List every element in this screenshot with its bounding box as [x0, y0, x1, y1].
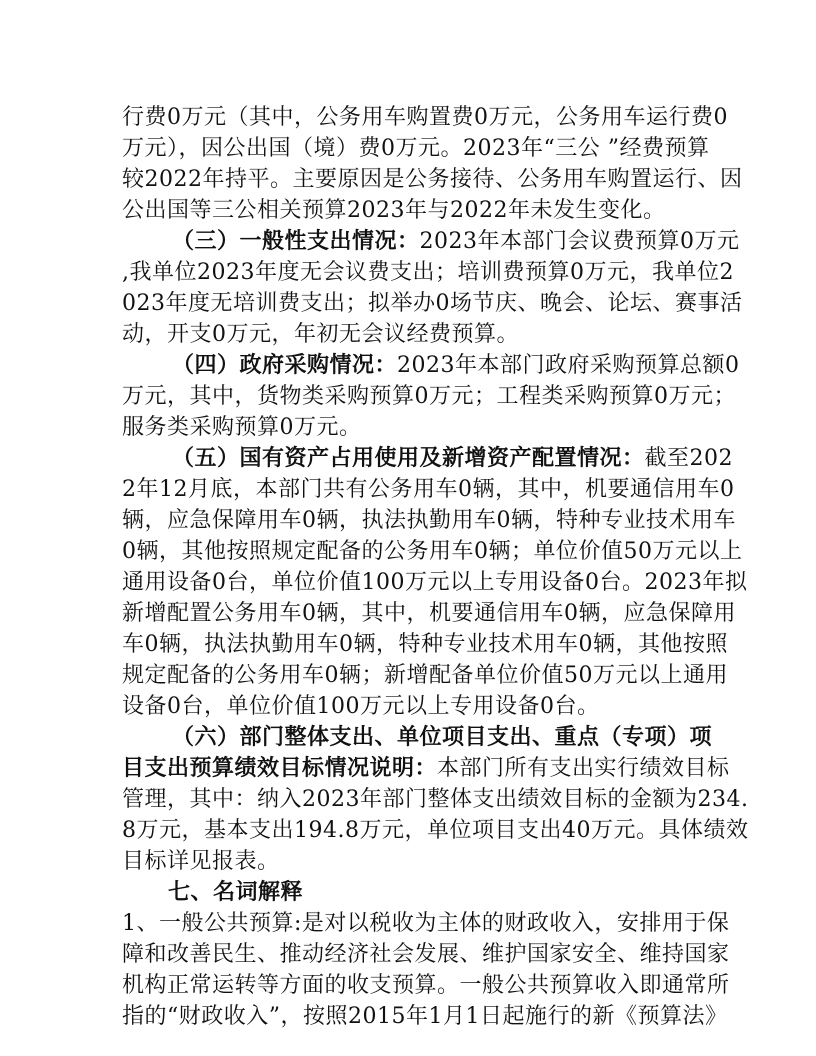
text-line: 动，开支0万元，年初无会议经费预算。 — [122, 322, 519, 347]
text-line: 服务类采购预算0万元。 — [122, 415, 362, 440]
text-line: 机构正常运转等方面的收支预算。一般公共预算收入即通常所 — [122, 973, 730, 998]
text-line: 2年12月底，本部门共有公务用车0辆，其中，机要通信用车0 — [122, 477, 735, 502]
text-line: 辆，应急保障用车0辆，执法执勤用车0辆，特种专业技术用车 — [122, 508, 736, 533]
text-line: 万元），因公出国（境）费0万元。2023年“三公 ”经费预算 — [122, 136, 710, 161]
section-4-line — [172, 350, 740, 381]
text-line: 规定配备的公务用车0辆；新增配备单位价值50万元以上通用 — [122, 663, 728, 688]
section-6-heading: （六）部门整体支出、单位项目支出、重点（专项）项 — [172, 724, 713, 750]
text-run: 2023年本部门会议费预算0万元 — [419, 229, 740, 254]
section-6-line — [122, 753, 730, 784]
section-5-line — [172, 443, 733, 474]
section-6-heading-cont: 目支出预算绩效目标情况说明： — [122, 755, 438, 781]
text-line: 障和改善民生、推动经济社会发展、维护国家安全、维持国家 — [122, 942, 730, 967]
text-line: 新增配置公务用车0辆，其中，机要通信用车0辆，应急保障用 — [122, 601, 736, 626]
text-line: 车0辆，执法执勤用车0辆，特种专业技术用车0辆，其他按照 — [122, 632, 728, 657]
text-line: ,我单位2023年度无会议费支出；培训费预算0万元，我单位2 — [122, 260, 734, 285]
text-line: 管理，其中：纳入2023年部门整体支出绩效目标的金额为234. — [122, 787, 749, 812]
text-line: 通用设备0台，单位价值100万元以上专用设备0台。2023年拟 — [122, 570, 748, 595]
section-3-heading: （三）一般性支出情况： — [172, 228, 420, 254]
text-line: 行费0万元（其中，公务用车购置费0万元，公务用车运行费0 — [122, 105, 728, 130]
text-run: 截至202 — [644, 446, 734, 471]
text-line: 指的“财政收入”，按照2015年1月1日起施行的新《预算法》 — [122, 1004, 728, 1029]
text-line: 1、一般公共预算:是对以税收为主体的财政收入，安排用于保 — [122, 911, 730, 936]
section-5-heading: （五）国有资产占用使用及新增资产配置情况： — [172, 445, 645, 471]
text-run: 2023年本部门政府采购预算总额0 — [397, 353, 740, 378]
section-7-heading: 七、名词解释 — [168, 879, 304, 905]
text-line: 023年度无培训费支出；拟举办0场节庆、晚会、论坛、赛事活 — [122, 291, 743, 316]
text-line: 目标详见报表。 — [122, 849, 280, 874]
text-line: 8万元，基本支出194.8万元，单位项目支出40万元。具体绩效 — [122, 818, 749, 843]
section-3-line — [172, 226, 740, 257]
text-run: 本部门所有支出实行绩效目标 — [437, 756, 730, 781]
text-line: 0辆，其他按照规定配备的公务用车0辆；单位价值50万元以上 — [122, 539, 743, 564]
text-line: 设备0台，单位价值100万元以上专用设备0台。 — [122, 694, 600, 719]
text-line: 公出国等三公相关预算2023年与2022年未发生变化。 — [122, 198, 666, 223]
section-4-heading: （四）政府采购情况： — [172, 352, 398, 378]
text-line: 万元，其中，货物类采购预算0万元；工程类采购预算0万元； — [122, 384, 736, 409]
text-line: 较2022年持平。主要原因是公务接待、公务用车购置运行、因 — [122, 167, 743, 192]
